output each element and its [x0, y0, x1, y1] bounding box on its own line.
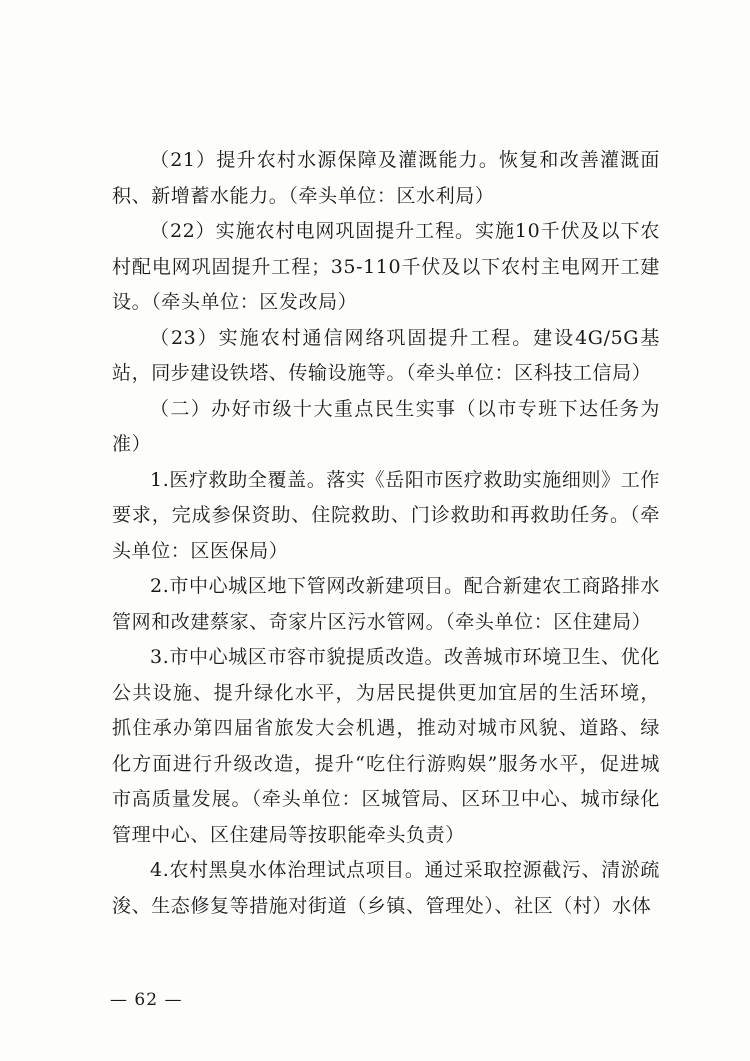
paragraph-item-4: 4.农村黑臭水体治理试点项目。通过采取控源截污、清淤疏浚、生态修复等措施对街道（乡镇、管理处）、社区（村）水体	[112, 859, 660, 917]
paragraph-23: （23）实施农村通信网络巩固提升工程。建设4G/5G基站，同步建设铁塔、传输设施等。（牵头单位：区科技工信局）	[112, 326, 660, 384]
paragraph-21: （21）提升农村水源保障及灌溉能力。恢复和改善灌溉面积、新增蓄水能力。（牵头单位：区水利局）	[112, 149, 660, 207]
body-text	[112, 143, 660, 924]
section-heading-2: （二）办好市级十大重点民生实事（以市专班下达任务为准）	[112, 397, 660, 455]
paragraph-item-3: 3.市中心城区市容市貌提质改造。改善城市环境卫生、优化公共设施、提升绿化水平，为居民提供更加宜居的生活环境，抓住承办第四届省旅发大会机遇，推动对城市风貌、道路、绿化方面进行升级改造，提升“吃住行游购娱”服务水平，促进城市高质量发展。（牵头单位：区城管局、区环卫中心、城市绿化管理中心、区住建局等按职能牵头负责）	[112, 646, 660, 846]
paragraph-item-1: 1.医疗救助全覆盖。落实《岳阳市医疗救助实施细则》工作要求，完成参保资助、住院救助、门诊救助和再救助任务。（牵头单位：区医保局）	[112, 468, 660, 562]
paragraph-item-2: 2.市中心城区地下管网改新建项目。配合新建农工商路排水管网和改建蔡家、奇家片区污水管网。（牵头单位：区住建局）	[112, 575, 660, 633]
paragraph-22: （22）实施农村电网巩固提升工程。实施10千伏及以下农村配电网巩固提升工程；35-110千伏及以下农村主电网开工建设。（牵头单位：区发改局）	[112, 220, 660, 313]
page-number: — 62 —	[110, 990, 183, 1010]
